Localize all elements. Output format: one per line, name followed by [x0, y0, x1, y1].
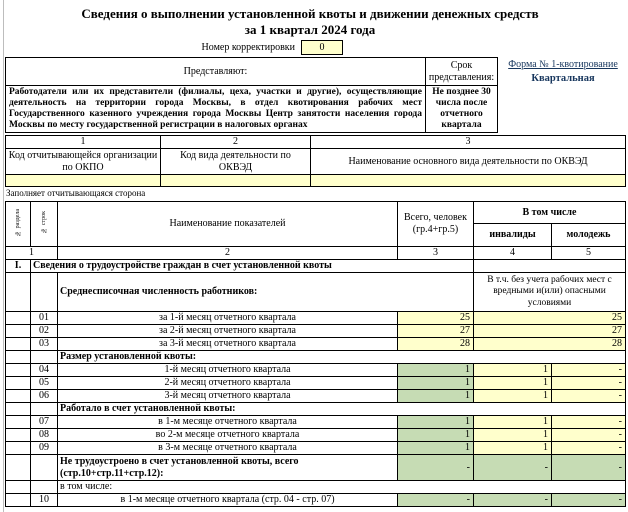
name-col-header: Наименование показателей [58, 202, 398, 247]
subheader-row [6, 481, 626, 494]
col-number: 2 [58, 247, 398, 260]
disabled-calc-cell: - [474, 494, 552, 507]
empty-cell [6, 429, 31, 442]
table-row [6, 58, 498, 86]
youth-input-cell[interactable]: - [552, 416, 626, 429]
total-calc-cell: 1 [398, 364, 474, 377]
disabled-input-cell[interactable]: 1 [474, 429, 552, 442]
total-calc-cell: - [398, 455, 474, 481]
table-row [6, 86, 498, 133]
row-label: 1-й месяц отчетного квартала [58, 364, 398, 377]
total-input-cell[interactable]: 27 [398, 325, 474, 338]
no-harmful-input-cell[interactable]: 27 [474, 325, 626, 338]
youth-col-header: молодежь [552, 224, 626, 247]
incl-col-header: В том числе [474, 202, 626, 224]
total-col-header: Всего, человек (гр.4+гр.5) [398, 202, 474, 247]
okved-header: Код вида деятельности по ОКВЭД [161, 149, 311, 175]
table-row [6, 149, 626, 175]
table-row [6, 455, 626, 481]
total-calc-cell: 1 [398, 442, 474, 455]
rowno-col-header [31, 202, 58, 247]
empty-cell [6, 481, 31, 494]
empty-cell [6, 390, 31, 403]
row-number: 01 [31, 312, 58, 325]
youth-calc-cell: - [552, 494, 626, 507]
row-number: 09 [31, 442, 58, 455]
youth-input-cell[interactable]: - [552, 429, 626, 442]
col-number: 1 [6, 136, 161, 149]
empty-cell [6, 351, 31, 364]
no-harmful-note: В т.ч. без учета рабочих мест с вредными и(или) опасными условиями [474, 273, 626, 312]
row-number: 06 [31, 390, 58, 403]
total-calc-cell: 1 [398, 416, 474, 429]
row-label: 2-й месяц отчетного квартала [58, 377, 398, 390]
disabled-input-cell[interactable]: 1 [474, 377, 552, 390]
empty-cell [6, 494, 31, 507]
empty-cell [6, 338, 31, 351]
section-number: I. [6, 260, 31, 273]
row-number: 05 [31, 377, 58, 390]
empty-cell [31, 351, 58, 364]
avg-headcount-label: Среднесписочная численность работников: [58, 273, 474, 312]
col-number: 2 [161, 136, 311, 149]
worked-label: Работало в счет установленной квоты: [58, 403, 626, 416]
table-row [6, 312, 626, 325]
empty-cell [6, 325, 31, 338]
empty-cell [6, 312, 31, 325]
total-calc-cell: 1 [398, 390, 474, 403]
no-harmful-input-cell[interactable]: 28 [474, 338, 626, 351]
not-employed-label: Не трудоустроено в счет установленной квоты, всего (стр.10+стр.11+стр.12): [58, 455, 398, 481]
table-row [6, 442, 626, 455]
okpo-input[interactable] [6, 175, 161, 187]
form-info [499, 59, 627, 84]
youth-input-cell[interactable]: - [552, 442, 626, 455]
youth-calc-cell: - [552, 455, 626, 481]
section-row [6, 260, 626, 273]
table-row [6, 377, 626, 390]
total-calc-cell: - [398, 494, 474, 507]
title-line1: Сведения о выполнении установленной квоты и движении денежных средств [81, 6, 539, 21]
col-number: 5 [552, 247, 626, 260]
form-number: Форма № 1-квотирование [508, 59, 618, 70]
row-number: 03 [31, 338, 58, 351]
main-table [5, 201, 626, 507]
total-calc-cell: 1 [398, 377, 474, 390]
row-label: за 2-й месяц отчетного квартала [58, 325, 398, 338]
col-number: 3 [311, 136, 626, 149]
empty-cell [6, 364, 31, 377]
youth-input-cell[interactable]: - [552, 377, 626, 390]
row-number: 02 [31, 325, 58, 338]
col-number: 4 [474, 247, 552, 260]
fill-note: Заполняет отчитывающаяся сторона [6, 188, 146, 198]
empty-cell [6, 403, 31, 416]
codes-table [5, 135, 626, 187]
correction-row [180, 40, 343, 55]
empty-cell [6, 273, 31, 312]
table-row [6, 416, 626, 429]
okved-name-header: Наименование основного вида деятельности по ОКВЭД [311, 149, 626, 175]
section-col-header [6, 202, 31, 247]
table-row [6, 136, 626, 149]
row-number: 07 [31, 416, 58, 429]
table-row [6, 494, 626, 507]
section-col-label: № раздела [15, 208, 21, 236]
row-label: 3-й месяц отчетного квартала [58, 390, 398, 403]
table-row [6, 390, 626, 403]
table-row [6, 338, 626, 351]
youth-input-cell[interactable]: - [552, 390, 626, 403]
deadline-header: Срок представления: [426, 58, 498, 86]
empty-cell [6, 455, 31, 481]
table-row [6, 325, 626, 338]
rowno-col-label: № строк [41, 211, 47, 233]
deadline-text: Не позднее 30 числа после отчетного квартала [426, 86, 498, 133]
submit-table [5, 57, 498, 133]
table-header-row [6, 202, 626, 224]
title-line2: за 1 квартал 2024 года [244, 22, 376, 37]
row-label: за 3-й месяц отчетного квартала [58, 338, 398, 351]
empty-cell [31, 403, 58, 416]
col-number: 1 [6, 247, 58, 260]
empty-cell [6, 377, 31, 390]
subheader-row [6, 351, 626, 364]
empty-cell [6, 442, 31, 455]
correction-input[interactable]: 0 [301, 40, 343, 55]
submit-header: Представляют: [6, 58, 426, 86]
total-input-cell[interactable]: 25 [398, 312, 474, 325]
table-row [6, 364, 626, 377]
empty-cell [31, 455, 58, 481]
disabled-input-cell[interactable]: 1 [474, 390, 552, 403]
page-edge-line [3, 0, 4, 512]
empty-cell [6, 416, 31, 429]
disabled-input-cell[interactable]: 1 [474, 442, 552, 455]
numbering-row [6, 247, 626, 260]
row-number: 10 [31, 494, 58, 507]
row-label: в 1-м месяце отчетного квартала (стр. 04 - стр. 07) [58, 494, 398, 507]
including-label: в том числе: [58, 481, 626, 494]
youth-input-cell[interactable]: - [552, 364, 626, 377]
col-number: 3 [398, 247, 474, 260]
table-row [6, 429, 626, 442]
submit-body-text: Работодатели или их представители (филиалы, цеха, участки и другие), осуществляющие деятельность на территории города Москвы, в отдел квотирования рабочих мест Государственного казенного учреждения города Москвы Центр занятости населения города Москвы по месту государственной регистрации в налоговых органах [6, 86, 426, 133]
empty-cell [474, 260, 626, 273]
row-label: во 2-м месяце отчетного квартала [58, 429, 398, 442]
disabled-col-header: инвалиды [474, 224, 552, 247]
total-calc-cell: 1 [398, 429, 474, 442]
subheader-row [6, 403, 626, 416]
form-period: Квартальная [531, 73, 595, 84]
table-row [6, 175, 626, 187]
subheader-row [6, 273, 626, 312]
disabled-calc-cell: - [474, 455, 552, 481]
row-label: за 1-й месяц отчетного квартала [58, 312, 398, 325]
row-number: 08 [31, 429, 58, 442]
okpo-header: Код отчитывающейся организации по ОКПО [6, 149, 161, 175]
total-input-cell[interactable]: 28 [398, 338, 474, 351]
disabled-input-cell[interactable]: 1 [474, 364, 552, 377]
disabled-input-cell[interactable]: 1 [474, 416, 552, 429]
row-label: в 1-м месяце отчетного квартала [58, 416, 398, 429]
okved-name-input[interactable] [311, 175, 626, 187]
quota-size-label: Размер установленной квоты: [58, 351, 626, 364]
empty-cell [31, 481, 58, 494]
section-title: Сведения о трудоустройстве граждан в счет установленной квоты [31, 260, 474, 273]
okved-input[interactable] [161, 175, 311, 187]
page-title [0, 6, 620, 38]
correction-label: Номер корректировки [201, 42, 295, 53]
row-label: в 3-м месяце отчетного квартала [58, 442, 398, 455]
empty-cell [31, 273, 58, 312]
row-number: 04 [31, 364, 58, 377]
no-harmful-input-cell[interactable]: 25 [474, 312, 626, 325]
